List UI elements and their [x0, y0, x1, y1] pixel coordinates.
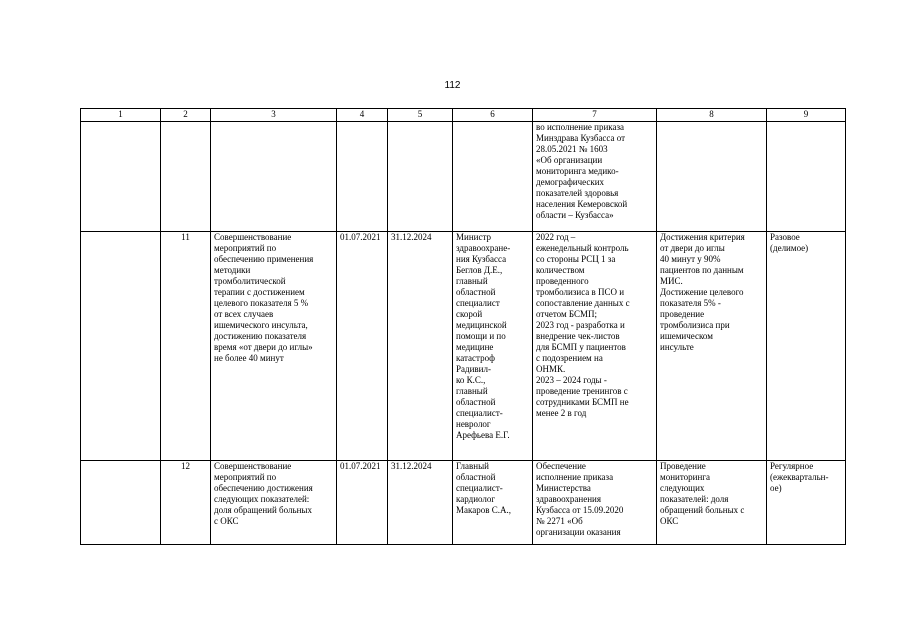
cell-description: 2022 год – еженедельный контроль со стороны РСЦ 1 за количеством проведенного тромболизиса в ПСО и сопоставление данных с отчетом БСМП; 2023 год - разработка и внедрение чек-листов для БСМП у пациентов с подозрением на ОНМК. 2023 – 2024 годы - проведение тренингов с сотрудниками БСМП не менее 2 в год — [533, 232, 657, 461]
cell-type: Разовое (делимое) — [767, 232, 846, 461]
cell-type: Регулярное (ежеквартальн- ое) — [767, 461, 846, 545]
column-number: 2 — [161, 109, 211, 122]
cell-item-number: 12 — [161, 461, 211, 545]
cell-item-number — [161, 122, 211, 232]
cell-measure: Совершенствование мероприятий по обеспечению достижения следующих показателей: доля обращений больных с ОКС — [211, 461, 337, 545]
column-number: 5 — [388, 109, 453, 122]
column-number: 1 — [81, 109, 161, 122]
cell-responsible — [453, 122, 533, 232]
cell-result — [657, 122, 767, 232]
cell-col1 — [81, 122, 161, 232]
cell-end-date: 31.12.2024 — [388, 461, 453, 545]
cell-col1 — [81, 461, 161, 545]
page-number: 112 — [444, 80, 461, 91]
cell-end-date: 31.12.2024 — [388, 232, 453, 461]
cell-start-date: 01.07.2021 — [337, 232, 388, 461]
column-number: 9 — [767, 109, 846, 122]
cell-type — [767, 122, 846, 232]
cell-start-date: 01.07.2021 — [337, 461, 388, 545]
cell-result: Достижения критерия от двери до иглы 40 минут у 90% пациентов по данным МИС. Достижение целевого показателя 5% - проведение тромболизиса при ишемическом инсульте — [657, 232, 767, 461]
table-row — [81, 461, 846, 545]
cell-description: Обеспечение исполнение приказа Министерства здравоохранения Кузбасса от 15.09.2020 № 2271 «Об организации оказания — [533, 461, 657, 545]
cell-measure: Совершенствование мероприятий по обеспечению применения методики тромболитической терапии с достижением целевого показателя 5 % от всех случаев ишемического инсульта, достижению показателя время «от двери до иглы» не более 40 минут — [211, 232, 337, 461]
cell-measure — [211, 122, 337, 232]
cell-end-date — [388, 122, 453, 232]
cell-description: во исполнение приказа Минздрава Кузбасса от 28.05.2021 № 1603 «Об организации мониторинга медико- демографических показателей здоровья населения Кемеровской области – Кузбасса» — [533, 122, 657, 232]
cell-responsible: Главный областной специалист- кардиолог Макаров С.А., — [453, 461, 533, 545]
cell-item-number: 11 — [161, 232, 211, 461]
measures-table — [80, 108, 846, 545]
column-number: 6 — [453, 109, 533, 122]
column-number: 4 — [337, 109, 388, 122]
cell-result: Проведение мониторинга следующих показателей: доля обращений больных с ОКС — [657, 461, 767, 545]
cell-col1 — [81, 232, 161, 461]
column-number: 3 — [211, 109, 337, 122]
column-number-row — [81, 109, 846, 122]
column-number: 7 — [533, 109, 657, 122]
table-row — [81, 232, 846, 461]
cell-start-date — [337, 122, 388, 232]
table-row — [81, 122, 846, 232]
cell-responsible: Министр здравоохране- ния Кузбасса Беглов Д.Е., главный областной специалист скорой медицинской помощи и по медицине катастроф Радивил- ко К.С., главный областной специалист- невролог Арефьева Е.Г. — [453, 232, 533, 461]
column-number: 8 — [657, 109, 767, 122]
